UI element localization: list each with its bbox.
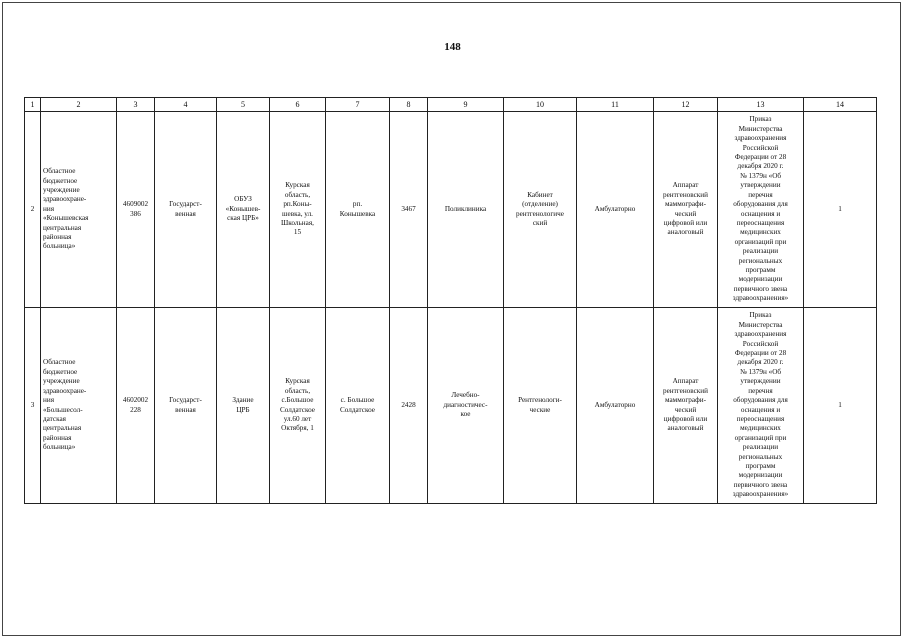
settlement-cell: рп. Конышевка <box>326 112 390 308</box>
header-cell: 13 <box>718 98 804 112</box>
ownership-cell: Государст- венная <box>155 308 217 504</box>
header-cell: 11 <box>577 98 654 112</box>
address-cell: Курская область, с.Большое Солдатское ул.60 лет Октября, 1 <box>270 308 326 504</box>
building-cell: Здание ЦРБ <box>217 308 270 504</box>
page-number: 148 <box>444 41 461 53</box>
equipment-table <box>24 97 877 504</box>
quantity-cell: 1 <box>804 112 877 308</box>
ownership-cell: Государст- венная <box>155 112 217 308</box>
unit-type-cell: Лечебно- диагностичес- кое <box>428 308 504 504</box>
settlement-cell: с. Большое Солдатское <box>326 308 390 504</box>
header-cell: 5 <box>217 98 270 112</box>
unit-type-cell: Поликлиника <box>428 112 504 308</box>
header-cell: 7 <box>326 98 390 112</box>
header-cell: 14 <box>804 98 877 112</box>
care-conditions-cell: Амбулаторно <box>577 112 654 308</box>
header-cell: 9 <box>428 98 504 112</box>
header-cell: 1 <box>25 98 41 112</box>
organization-name-cell: Областное бюджетное учреждение здравоохране- ния «Большесол- датская центральная районная больница» <box>41 308 117 504</box>
header-cell: 8 <box>390 98 428 112</box>
legal-basis-cell: Приказ Министерства здравоохранения Российской Федерации от 28 декабря 2020 г. № 1379н «Об утверждении перечня оборудования для оснащения и переоснащения медицинских организаций при реализации региональных программ модернизации первичного звена здравоохранения» <box>718 308 804 504</box>
organization-name-cell: Областное бюджетное учреждение здравоохране- ния «Конышевская центральная районная больница» <box>41 112 117 308</box>
header-cell: 3 <box>117 98 155 112</box>
header-cell: 10 <box>504 98 577 112</box>
table-row <box>25 308 877 504</box>
table-header-row <box>25 98 877 112</box>
equipment-cell: Аппарат рентгеновский маммографи- ческий цифровой или аналоговый <box>654 112 718 308</box>
inn-cell: 4609002 386 <box>117 112 155 308</box>
population-cell: 2428 <box>390 308 428 504</box>
legal-basis-cell: Приказ Министерства здравоохранения Российской Федерации от 28 декабря 2020 г. № 1379н «Об утверждении перечня оборудования для оснащения и переоснащения медицинских организаций при реализации региональных программ модернизации первичного звена здравоохранения» <box>718 112 804 308</box>
equipment-cell: Аппарат рентгеновский маммографи- ческий цифровой или аналоговый <box>654 308 718 504</box>
header-cell: 2 <box>41 98 117 112</box>
row-number-cell: 3 <box>25 308 41 504</box>
header-cell: 12 <box>654 98 718 112</box>
header-cell: 6 <box>270 98 326 112</box>
row-number-cell: 2 <box>25 112 41 308</box>
department-cell: Рентгенологи- ческие <box>504 308 577 504</box>
quantity-cell: 1 <box>804 308 877 504</box>
inn-cell: 4602002 228 <box>117 308 155 504</box>
table-row <box>25 112 877 308</box>
department-cell: Кабинет (отделение) рентгенологиче ский <box>504 112 577 308</box>
care-conditions-cell: Амбулаторно <box>577 308 654 504</box>
header-cell: 4 <box>155 98 217 112</box>
building-cell: ОБУЗ «Конышев- ская ЦРБ» <box>217 112 270 308</box>
address-cell: Курская область, рп.Коны- шевка, ул. Школьная, 15 <box>270 112 326 308</box>
population-cell: 3467 <box>390 112 428 308</box>
